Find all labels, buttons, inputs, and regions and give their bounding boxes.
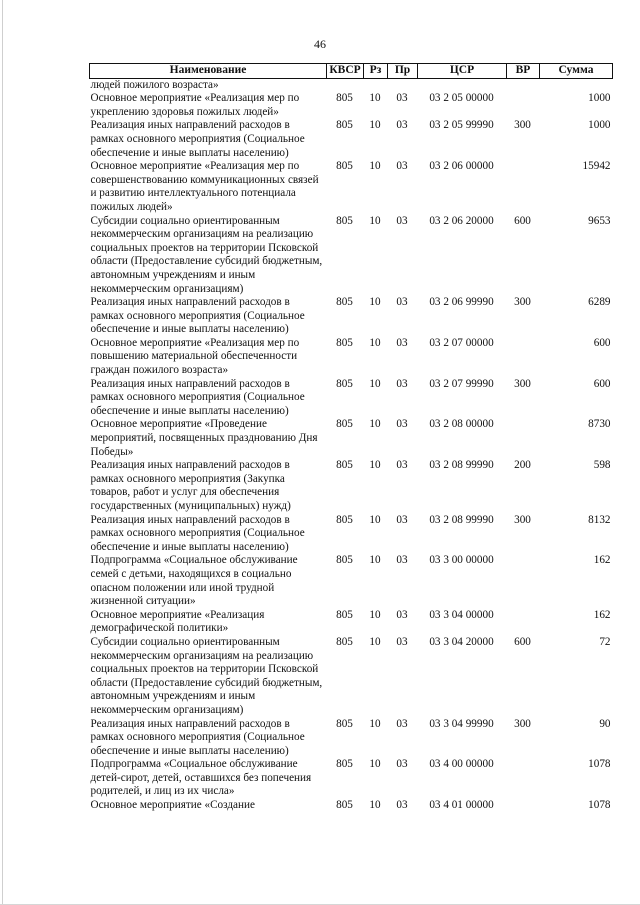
header-pr: Пр: [388, 64, 418, 79]
cell-pr: 03: [396, 799, 408, 812]
cell-pr: 03: [396, 418, 408, 431]
cell-name: Реализация иных направлений расходов в рамках основного мероприятия (Социальное обеспечение и иные выплаты населению): [90, 377, 305, 417]
cell-pr: 03: [396, 459, 408, 472]
header-row: [90, 64, 613, 79]
table-row: [90, 609, 613, 636]
table-row: [90, 296, 613, 337]
cell-sum: 8730: [588, 418, 611, 431]
cell-pr: 03: [396, 119, 408, 132]
cell-vr: 600: [514, 214, 531, 227]
cell-pr: 03: [396, 608, 408, 621]
cell-vr: 300: [514, 717, 531, 730]
cell-csr: 03 2 05 00000: [429, 92, 494, 105]
cell-name: Субсидии социально ориентированным некоммерческим организациям на реализацию социальных проектов на территории Псковской области (Предоставление субсидий бюджетным, автономным учреждениям и иным некоммерческим организациям): [90, 635, 323, 716]
cell-rz: 10: [369, 160, 381, 173]
cell-name: Субсидии социально ориентированным некоммерческим организациям на реализацию социальных проектов на территории Псковской области (Предоставление субсидий бюджетным, автономным учреждениям и иным некоммерческим организациям): [90, 214, 323, 295]
cell-kvsr: [327, 78, 364, 92]
cell-pr: 03: [396, 92, 408, 105]
cell-kvsr: 805: [336, 758, 353, 771]
cell-rz: 10: [369, 717, 381, 730]
cell-vr: [507, 758, 540, 799]
cell-name: людей пожилого возраста»: [90, 78, 219, 91]
cell-csr: 03 4 00 00000: [429, 758, 494, 771]
cell-rz: 10: [369, 92, 381, 105]
cell-vr: [507, 337, 540, 378]
cell-name: Реализация иных направлений расходов в рамках основного мероприятия (Закупка товаров, работ и услуг для обеспечения государственных (муниципальных) нужд): [90, 459, 291, 512]
cell-name: Основное мероприятие «Реализация мер по укреплению здоровья пожилых людей»: [90, 92, 300, 118]
cell-csr: 03 2 07 99990: [429, 377, 494, 390]
cell-sum: 1078: [588, 758, 611, 771]
cell-rz: 10: [369, 758, 381, 771]
cell-kvsr: 805: [336, 119, 353, 132]
cell-sum: 162: [593, 554, 611, 567]
header-vr: ВР: [507, 64, 540, 79]
cell-vr: [507, 418, 540, 459]
cell-sum: 72: [599, 635, 611, 648]
cell-kvsr: 805: [336, 513, 353, 526]
cell-csr: 03 4 01 00000: [429, 799, 494, 812]
cell-csr: 03 2 07 00000: [429, 336, 494, 349]
cell-vr: [507, 78, 540, 92]
table-row: [90, 337, 613, 378]
cell-csr: 03 3 00 00000: [429, 554, 494, 567]
cell-csr: 03 2 06 00000: [429, 160, 494, 173]
cell-sum: 1078: [588, 799, 611, 812]
cell-pr: 03: [396, 336, 408, 349]
cell-rz: 10: [369, 418, 381, 431]
table-row: [90, 215, 613, 297]
cell-name: Реализация иных направлений расходов в рамках основного мероприятия (Социальное обеспечение и иные выплаты населению): [90, 513, 305, 553]
table-body: [90, 78, 613, 813]
cell-csr: 03 2 06 20000: [429, 214, 494, 227]
table-row: [90, 636, 613, 718]
cell-rz: 10: [369, 608, 381, 621]
cell-vr: 300: [514, 119, 531, 132]
header-sum: Сумма: [540, 64, 613, 79]
cell-name: Реализация иных направлений расходов в рамках основного мероприятия (Социальное обеспечение и иные выплаты населению): [90, 717, 305, 757]
cell-kvsr: 805: [336, 377, 353, 390]
cell-rz: [364, 78, 388, 92]
cell-sum: 600: [593, 336, 611, 349]
table-row: [90, 378, 613, 419]
cell-vr: 600: [514, 635, 531, 648]
cell-csr: 03 2 08 00000: [429, 418, 494, 431]
cell-pr: 03: [396, 758, 408, 771]
cell-kvsr: 805: [336, 608, 353, 621]
cell-name: Реализация иных направлений расходов в рамках основного мероприятия (Социальное обеспечение и иные выплаты населению): [90, 296, 305, 336]
page-edge-line: [2, 0, 3, 905]
cell-kvsr: 805: [336, 336, 353, 349]
cell-pr: 03: [396, 513, 408, 526]
cell-rz: 10: [369, 214, 381, 227]
cell-vr: [507, 160, 540, 214]
cell-vr: 200: [514, 459, 531, 472]
table-row: [90, 799, 613, 813]
cell-kvsr: 805: [336, 160, 353, 173]
cell-csr: 03 3 04 20000: [429, 635, 494, 648]
cell-csr: 03 2 05 99990: [429, 119, 494, 132]
cell-csr: 03 2 08 99990: [429, 459, 494, 472]
cell-pr: 03: [396, 635, 408, 648]
table-row: [90, 78, 613, 92]
budget-table: [89, 63, 613, 813]
cell-pr: [388, 78, 418, 92]
cell-sum: 90: [599, 717, 611, 730]
cell-rz: 10: [369, 799, 381, 812]
cell-sum: [540, 78, 613, 92]
cell-kvsr: 805: [336, 717, 353, 730]
cell-rz: 10: [369, 296, 381, 309]
cell-vr: [507, 609, 540, 636]
cell-name: Основное мероприятие «Создание: [90, 799, 255, 812]
cell-rz: 10: [369, 459, 381, 472]
table-row: [90, 514, 613, 555]
cell-vr: [507, 554, 540, 608]
table-row: [90, 758, 613, 799]
cell-rz: 10: [369, 119, 381, 132]
cell-rz: 10: [369, 635, 381, 648]
cell-kvsr: 805: [336, 799, 353, 812]
cell-pr: 03: [396, 717, 408, 730]
table-row: [90, 459, 613, 513]
table-row: [90, 718, 613, 759]
header-kvsr: КВСР: [327, 64, 364, 79]
table-row: [90, 160, 613, 214]
cell-pr: 03: [396, 554, 408, 567]
cell-pr: 03: [396, 214, 408, 227]
cell-name: Подпрограмма «Социальное обслуживание детей-сирот, детей, оставшихся без попечения родителей, и лиц из их числа»: [90, 758, 312, 798]
cell-pr: 03: [396, 296, 408, 309]
cell-kvsr: 805: [336, 635, 353, 648]
cell-vr: 300: [514, 513, 531, 526]
cell-sum: 6289: [588, 296, 611, 309]
cell-name: Основное мероприятие «Реализация демографической политики»: [90, 608, 265, 635]
header-name: Наименование: [90, 64, 327, 79]
cell-sum: 600: [593, 377, 611, 390]
table-row: [90, 92, 613, 119]
header-rz: Рз: [364, 64, 388, 79]
cell-name: Основное мероприятие «Реализация мер по повышению материальной обеспеченности граждан пожилого возраста»: [90, 336, 300, 377]
cell-name: Основное мероприятие «Проведение мероприятий, посвященных празднованию Дня Победы»: [90, 418, 318, 458]
cell-name: Реализация иных направлений расходов в рамках основного мероприятия (Социальное обеспечение и иные выплаты населению): [90, 119, 305, 159]
cell-kvsr: 805: [336, 214, 353, 227]
cell-vr: [507, 92, 540, 119]
cell-pr: 03: [396, 160, 408, 173]
cell-sum: 8132: [588, 513, 611, 526]
cell-pr: 03: [396, 377, 408, 390]
cell-sum: 1000: [588, 119, 611, 132]
table-header: [90, 64, 613, 79]
cell-name: Подпрограмма «Социальное обслуживание семей с детьми, находящихся в социально опасном положении или иной трудной жизненной ситуации»: [90, 554, 298, 608]
cell-sum: 9653: [588, 214, 611, 227]
cell-sum: 15942: [582, 160, 611, 173]
header-csr: ЦСР: [418, 64, 507, 79]
cell-vr: [507, 799, 540, 813]
table-row: [90, 554, 613, 608]
cell-sum: 598: [593, 459, 611, 472]
page-number: 46: [314, 37, 326, 51]
cell-kvsr: 805: [336, 92, 353, 105]
cell-name: Основное мероприятие «Реализация мер по совершенствованию коммуникационных связей и развитию интеллектуального потенциала пожилых людей»: [90, 160, 319, 213]
cell-vr: 300: [514, 296, 531, 309]
cell-csr: [418, 78, 507, 92]
cell-csr: 03 2 06 99990: [429, 296, 494, 309]
table-row: [90, 418, 613, 459]
cell-csr: 03 2 08 99990: [429, 513, 494, 526]
cell-kvsr: 805: [336, 459, 353, 472]
cell-rz: 10: [369, 554, 381, 567]
cell-sum: 1000: [588, 92, 611, 105]
cell-kvsr: 805: [336, 296, 353, 309]
cell-kvsr: 805: [336, 554, 353, 567]
cell-sum: 162: [593, 608, 611, 621]
cell-kvsr: 805: [336, 418, 353, 431]
cell-vr: 300: [514, 377, 531, 390]
cell-csr: 03 3 04 00000: [429, 608, 494, 621]
cell-rz: 10: [369, 377, 381, 390]
cell-rz: 10: [369, 336, 381, 349]
cell-csr: 03 3 04 99990: [429, 717, 494, 730]
table-row: [90, 119, 613, 160]
cell-rz: 10: [369, 513, 381, 526]
